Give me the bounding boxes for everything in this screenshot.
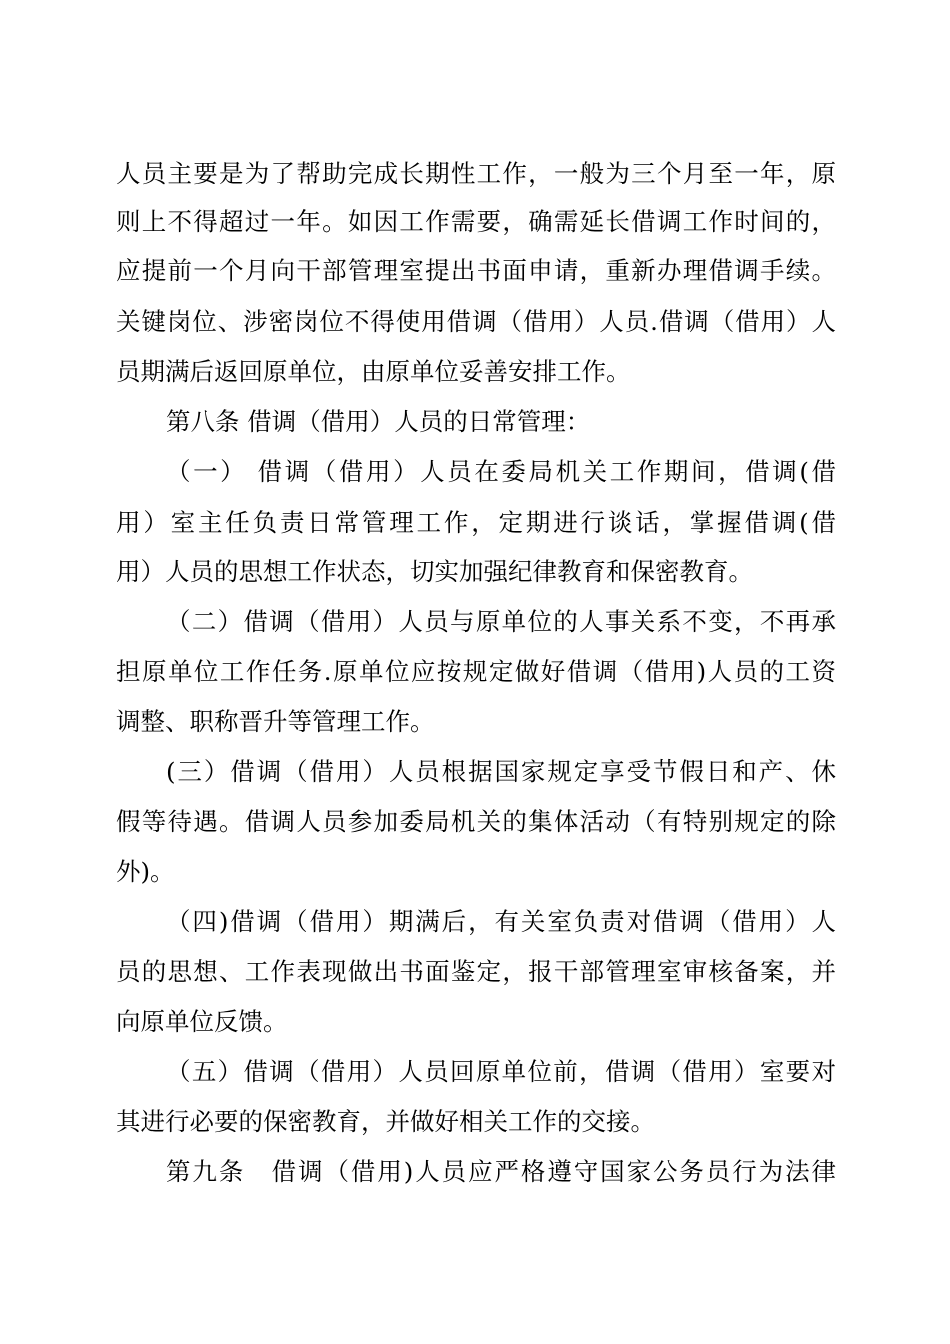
text-line: (三）借调（借用）人员根据国家规定享受节假日和产、休	[166, 757, 836, 786]
text-line: （五）借调（借用）人员回原单位前，借调（借用）室要对	[166, 1057, 836, 1086]
text-line: 假等待遇。借调人员参加委局机关的集体活动（有特别规定的除	[116, 807, 836, 836]
text-line: 则上不得超过一年。如因工作需要，确需延长借调工作时间的，	[116, 207, 836, 236]
text-line: 关键岗位、涉密岗位不得使用借调（借用）人员.借调（借用）人	[116, 307, 836, 336]
text-line: 用）人员的思想工作状态，切实加强纪律教育和保密教育。	[116, 557, 753, 586]
article-heading: 第八条 借调（借用）人员的日常管理：	[166, 407, 591, 436]
text-line: （二）借调（借用）人员与原单位的人事关系不变，不再承	[166, 607, 836, 636]
text-line: 其进行必要的保密教育，并做好相关工作的交接。	[116, 1107, 655, 1136]
text-line: 用）室主任负责日常管理工作，定期进行谈话，掌握借调(借	[116, 508, 836, 537]
text-line: 调整、职称晋升等管理工作。	[116, 707, 435, 736]
text-line: 应提前一个月向干部管理室提出书面申请，重新办理借调手续。	[116, 256, 836, 285]
text-line: 员期满后返回原单位，由原单位妥善安排工作。	[116, 357, 631, 386]
text-line: （四)借调（借用）期满后，有关室负责对借调（借用）人	[166, 907, 836, 936]
text-line: 担原单位工作任务.原单位应按规定做好借调（借用)人员的工资	[116, 657, 836, 686]
article-heading: 第九条 借调（借用)人员应严格遵守国家公务员行为法律	[166, 1157, 836, 1186]
text-line: 人员主要是为了帮助完成长期性工作，一般为三个月至一年，原	[116, 159, 836, 188]
text-line: 员的思想、工作表现做出书面鉴定，报干部管理室审核备案，并	[116, 957, 836, 986]
text-line: 向原单位反馈。	[116, 1007, 288, 1036]
text-line: （一） 借调（借用）人员在委局机关工作期间，借调(借	[166, 457, 836, 486]
text-line: 外)。	[116, 857, 175, 886]
